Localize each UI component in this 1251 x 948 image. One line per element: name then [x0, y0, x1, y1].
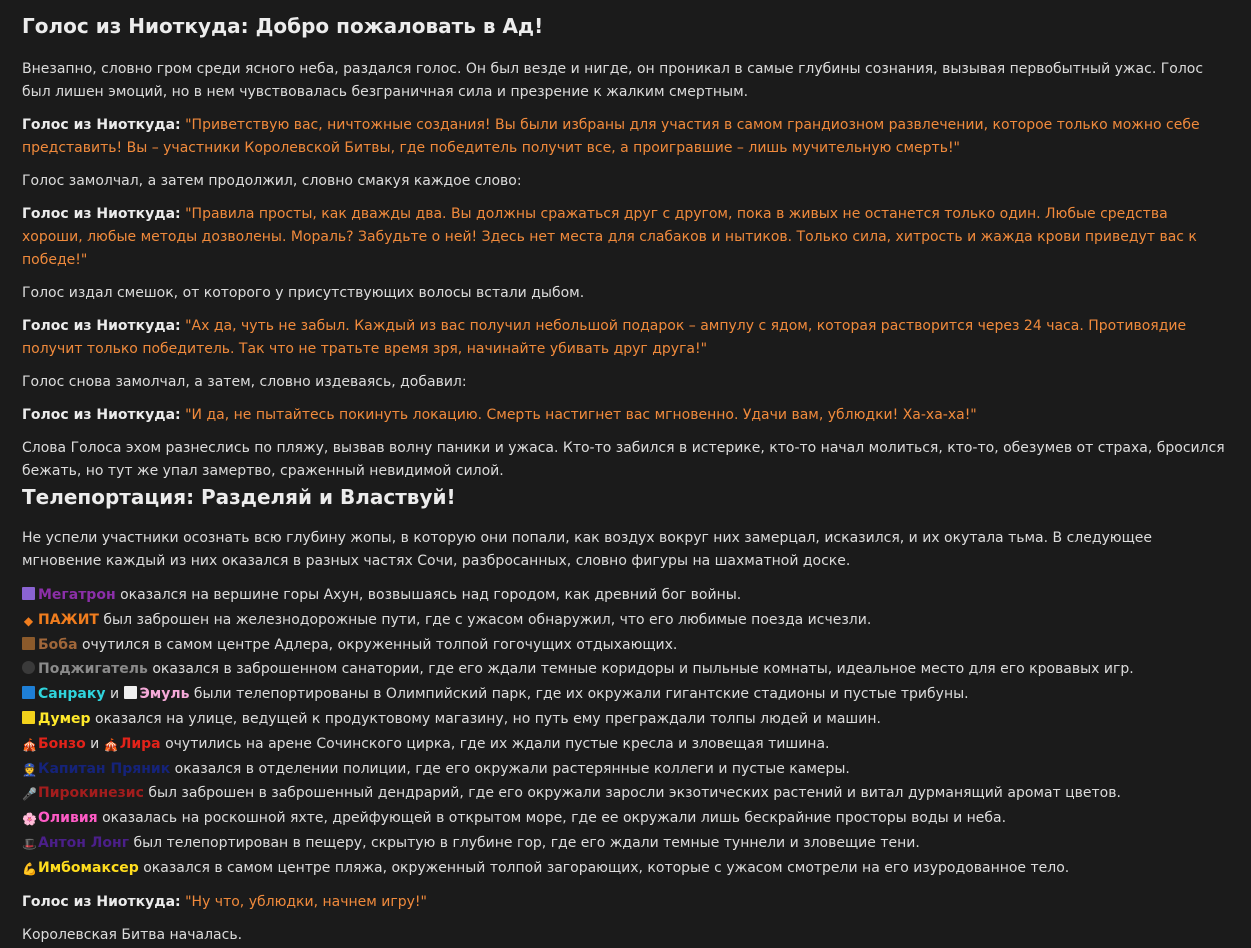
- speaker-label: Голос из Ниоткуда:: [22, 318, 181, 334]
- speaker-label: Голос из Ниоткуда:: [22, 206, 181, 222]
- participant-location-text: оказался на улице, ведущей к продуктовому магазину, но путь ему преграждали толпы людей и машин.: [90, 710, 881, 727]
- black-circle-icon: [22, 661, 35, 674]
- participant-location-text: оказался на вершине горы Ахун, возвышаясь над городом, как древний бог войны.: [115, 587, 742, 603]
- participant-row: [22, 806, 1229, 831]
- orange-diamond-icon: ◆: [23, 613, 34, 628]
- speaker-label: Голос из Ниоткуда:: [22, 407, 181, 423]
- participant-name: Капитан Пряник: [38, 760, 171, 777]
- participant-name: Антон Лонг: [38, 834, 130, 851]
- cherry-blossom-icon: 🌸: [22, 812, 37, 827]
- dialogue-line-4: [22, 404, 1229, 427]
- purple-square-icon: [22, 587, 35, 600]
- paragraph-teleport-intro: Не успели участники осознать всю глубину жопы, в которую они попали, как воздух вокруг них замерцал, исказился, и их окутала тьма. В следующее мгновение каждый из них оказался в разных частях Сочи, разбросанных, словно фигуры на шахматной доске.: [22, 530, 1152, 569]
- microphone-icon: 🎤: [22, 787, 37, 802]
- participant-row: [22, 732, 1229, 757]
- participant-row: [22, 583, 1229, 608]
- participant-name: Боба: [38, 636, 78, 653]
- speaker-label: Голос из Ниоткуда:: [22, 117, 181, 133]
- participant-row: [22, 608, 1229, 633]
- paragraph-narration-1: Голос замолчал, а затем продолжил, словно смакуя каждое слово:: [22, 173, 522, 189]
- quote-text: "Правила просты, как дважды два. Вы должны сражаться друг с другом, пока в живых не останется только один. Любые средства хороши, любые методы дозволены. Мораль? Забудьте о ней! Здесь нет места для слабаков и нытиков. Только сила, хитрость и жажда крови приведут вас к победе!": [22, 206, 1197, 268]
- dialogue-line-1: [22, 114, 1229, 160]
- participant-name: Эмуль: [139, 686, 190, 703]
- conjunction: и: [105, 686, 124, 703]
- participant-row: [22, 633, 1229, 658]
- participant-row: [22, 831, 1229, 856]
- participant-name: Пирокинезис: [38, 785, 144, 802]
- quote-text: "Приветствую вас, ничтожные создания! Вы были избраны для участия в самом грандиозном развлечении, которое только можно себе представить! Вы – участники Королевской Битвы, где победитель получит все, а проигравшие – лишь мучительную смерть!": [22, 117, 1200, 156]
- participant-name: Поджигатель: [38, 661, 148, 678]
- participant-location-text: очутились на арене Сочинского цирка, где их ждали пустые кресла и зловещая тишина.: [160, 735, 830, 752]
- participant-list: [22, 583, 1229, 881]
- participant-row: [22, 856, 1229, 881]
- quote-text: "И да, не пытайтесь покинуть локацию. Смерть настигнет вас мгновенно. Удачи вам, ублюдки! Ха-ха-ха!": [185, 407, 977, 423]
- dialogue-line-final: [22, 891, 1229, 914]
- dialogue-line-3: [22, 315, 1229, 361]
- participant-location-text: оказался в заброшенном санатории, где его ждали темные коридоры и пыльные комнаты, идеальное место для его кровавых игр.: [147, 661, 1134, 678]
- speaker-label: Голос из Ниоткуда:: [22, 893, 181, 910]
- brown-square-icon: [22, 637, 35, 650]
- circus-tent-icon: 🎪: [22, 737, 37, 752]
- paragraph-outro: Королевская Битва началась.: [22, 926, 243, 943]
- participant-location-text: был телепортирован в пещеру, скрытую в глубине гор, где его ждали темные туннели и зловещие тени.: [129, 834, 920, 851]
- paragraph-narration-2: Голос издал смешок, от которого у присутствующих волосы встали дыбом.: [22, 285, 585, 301]
- blue-square-icon: [22, 686, 35, 699]
- conjunction: и: [85, 735, 104, 752]
- participant-name: Мегатрон: [38, 587, 116, 603]
- participant-location-text: были телепортированы в Олимпийский парк, где их окружали гигантские стадионы и пустые трибуны.: [189, 686, 969, 703]
- quote-text: "Ну что, ублюдки, начнем игру!": [185, 893, 427, 910]
- participant-name: Бонзо: [38, 735, 86, 752]
- paragraph-narration-4: Слова Голоса эхом разнеслись по пляжу, вызвав волну паники и ужаса. Кто-то забился в истерике, кто-то начал молиться, кто-то, обезумев от страха, бросился бежать, но тут же упал замертво, сраженный невидимой силой.: [22, 440, 1225, 479]
- participant-location-text: был заброшен на железнодорожные пути, где с ужасом обнаружил, что его любимые поезда исчезли.: [98, 611, 872, 628]
- participant-name: Имбомаксер: [38, 859, 139, 876]
- participant-location-text: оказался в отделении полиции, где его окружали растерянные коллеги и пустые камеры.: [170, 760, 850, 777]
- section-title-teleport: Телепортация: Разделяй и Властвуй!: [22, 485, 456, 509]
- participant-row: [22, 781, 1229, 806]
- participant-name: Думер: [38, 710, 91, 727]
- participant-location-text: оказался в самом центре пляжа, окруженный толпой загорающих, которые с ужасом смотрели на его изуродованное тело.: [138, 859, 1070, 876]
- participant-row: [22, 682, 1229, 707]
- participant-location-text: оказалась на роскошной яхте, дрейфующей в открытом море, где ее окружали лишь бескрайние просторы воды и неба.: [97, 810, 1007, 827]
- participant-name: Оливия: [38, 810, 98, 827]
- circus-tent-icon: 🎪: [103, 737, 119, 752]
- participant-row: [22, 757, 1229, 782]
- quote-text: "Ах да, чуть не забыл. Каждый из вас получил небольшой подарок – ампулу с ядом, которая растворится через 24 часа. Противоядие получит только победитель. Так что не тратьте время зря, начинайте убивать друг друга!": [22, 318, 1187, 357]
- yellow-square-icon: [22, 711, 35, 724]
- flexed-biceps-icon: 💪: [22, 861, 37, 876]
- participant-row: [22, 707, 1229, 732]
- police-officer-icon: 👮: [22, 762, 37, 777]
- top-hat-icon: 🎩: [22, 836, 37, 851]
- paragraph-intro: Внезапно, словно гром среди ясного неба, раздался голос. Он был везде и нигде, он проникал в самые глубины сознания, вызывая первобытный ужас. Голос был лишен эмоций, но в нем чувствовалась безграничная сила и презрение к жалким смертным.: [22, 61, 1204, 100]
- participant-name: Санраку: [38, 686, 106, 703]
- participant-row: [22, 657, 1229, 682]
- participant-location-text: был заброшен в заброшенный дендрарий, где его окружали заросли экзотических растений и витал дурманящий аромат цветов.: [143, 785, 1121, 802]
- participant-name: ПАЖИТ: [38, 611, 99, 628]
- participant-name: Лира: [119, 735, 161, 752]
- white-square-icon: [124, 686, 137, 699]
- participant-location-text: очутился в самом центре Адлера, окруженный толпой гогочущих отдыхающих.: [77, 636, 678, 653]
- section-title-voice: Голос из Ниоткуда: Добро пожаловать в Ад!: [22, 14, 544, 38]
- paragraph-narration-3: Голос снова замолчал, а затем, словно издеваясь, добавил:: [22, 374, 467, 390]
- dialogue-line-2: [22, 203, 1229, 272]
